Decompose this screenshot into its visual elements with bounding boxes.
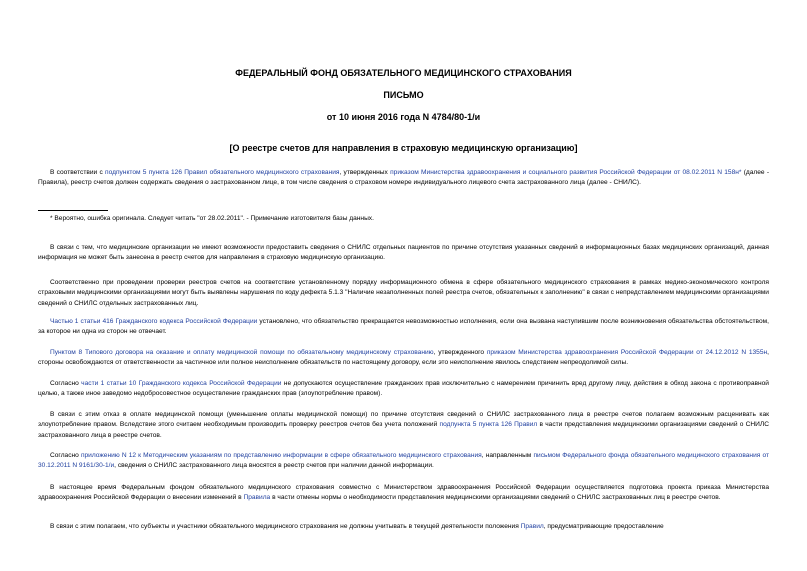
text: В настоящее время Федеральным фондом обязательного медицинского страхования совместно с Министерством здравоохранения Российской Федерации осуществляется подготовка проекта приказа Министерства здравоохранения Российской Федерации о внесении изменений в [38,484,769,502]
paragraph-10 [38,522,769,532]
footnote-divider [38,210,108,211]
link-prikaz-1355n[interactable]: приказом Министерства здравоохранения Российской Федерации от 24.12.2012 N 1355н [486,349,768,356]
org-title: ФЕДЕРАЛЬНЫЙ ФОНД ОБЯЗАТЕЛЬНОГО МЕДИЦИНСКОГО СТРАХОВАНИЯ [235,68,572,78]
link-gk-416[interactable]: Частью 1 статьи 416 Гражданского кодекса Российской Федерации [50,318,258,325]
text: В связи с этим отказ в оплате медицинской помощи (уменьшение оплаты медицинской помощи) по причине отсутствия сведений о СНИЛС застрахованного лица в реестре счетов полагаем возможным расценивать как злоупотребление правом. Вследствие этого считаем необходимым производить проверку реестров счетов без учета положений [38,411,769,429]
link-pp5-p126[interactable]: подпункта 5 пункта 126 Правил [439,421,538,429]
link-pravila-omc[interactable]: подпунктом 5 пункта 126 Правил обязательного медицинского страхования [105,169,340,176]
paragraph-1 [38,168,769,189]
paragraph-8 [38,451,769,472]
doc-subject: [О реестре счетов для направления в страховую медицинскую организацию] [229,143,578,153]
link-pravila-2[interactable]: Правил [520,523,544,530]
link-prikaz-158n[interactable]: приказом Министерства здравоохранения и социального развития Российской Федерации от 08.02.2011 N 158н* [390,169,742,176]
text: В связи с этим полагаем, что субъекты и участники обязательного медицинского страхования не должны учитывать в текущей деятельности положения [50,523,521,530]
paragraph-2: В связи с тем, что медицинские организации не имеют возможности предоставить сведения о СНИЛС отдельных пациентов по причине отсутствия указанных сведений в информационных базах медицинских организаций, данная информация не может быть занесена в реестр счетов для направления в страховую медицинскую организацию. [38,244,769,262]
text: установлено, что обязательство прекращается невозможностью исполнения, если она вызвана наступившим после возникновения обязательства обстоятельством, за которое ни одна из сторон не отвечает. [38,318,769,336]
text: в части представления медицинскими организациями сведений о СНИЛС застрахованного лица в реестре счетов. [38,421,769,439]
footnote: * Вероятно, ошибка оригинала. Следует читать "от 28.02.2011". - Примечание изготовителя базы данных. [50,215,374,222]
link-pravila[interactable]: Правила [243,494,271,502]
link-prilozhenie-12[interactable]: приложению N 12 к Методическим указаниям по представлению информации в сфере обязательного медицинского страхования [80,452,482,459]
text: в части отмены нормы о необходимости представления медицинскими организациями сведений о СНИЛС застрахованных лиц в реестре счетов. [270,494,721,502]
text: В соответствии с [50,169,105,176]
text: , стороны освобождаются от ответственности за частичное или полное неисполнение обязательств по настоящему договору, если это неисполнение явилось следствием непреодолимой силы. [38,349,769,367]
text: , утвержденных [339,169,391,176]
link-tipovoy-dogovor[interactable]: Пунктом 8 Типового договора на оказание и оплату медицинской помощи по обязательному медицинскому страхованию [50,349,434,356]
text: Согласно [50,380,82,387]
text: , сведения о СНИЛС застрахованного лица вносятся в реестр счетов при наличии данной информации. [114,462,434,470]
paragraph-4 [38,317,769,338]
text: (далее - Правила), реестр счетов должен содержать сведения о застрахованном лице, в том числе сведения о страховом номере индивидуального лицевого счета застрахованного лица (далее - СНИЛС). [38,169,770,187]
text: Согласно [50,452,81,459]
paragraph-6 [38,379,769,400]
text: , утвержденного [433,349,487,356]
paragraph-3: Соответственно при проведении проверки реестров счетов на соответствие установленному порядку информационного обмена в сфере обязательного медицинского страхования в рамках медико-экономического контроля страховыми медицинскими организациями могут быть выявлены нарушения по коду дефекта 5.1.3 "Наличие незаполненных полей реестра счетов, обязательных к заполнению" в связи с непредставлением медицинскими организациями сведений о СНИЛС отдельных застрахованных лиц. [38,279,769,307]
doc-type: ПИСЬМО [383,90,424,100]
paragraph-5 [38,348,769,369]
link-gk-10[interactable]: части 1 статьи 10 Гражданского кодекса Российской Федерации [81,380,282,387]
paragraph-9 [38,483,769,504]
paragraph-7 [38,410,769,441]
text: не допускаются осуществление гражданских прав исключительно с намерением причинить вред другому лицу, действия в обход закона с противоправной целью, а также иное заведомо недобросовестное осуществление гражданских прав (злоупотребление правом). [38,380,769,398]
doc-date-number: от 10 июня 2016 года N 4784/80-1/и [326,112,481,122]
text: , направленным [481,452,534,459]
link-pismo-9161[interactable]: письмом Федерального фонда обязательного медицинского страхования от 30.12.2011 N 9161/30-1/и [38,452,769,470]
text: , предусматривающие предоставление [543,523,664,530]
